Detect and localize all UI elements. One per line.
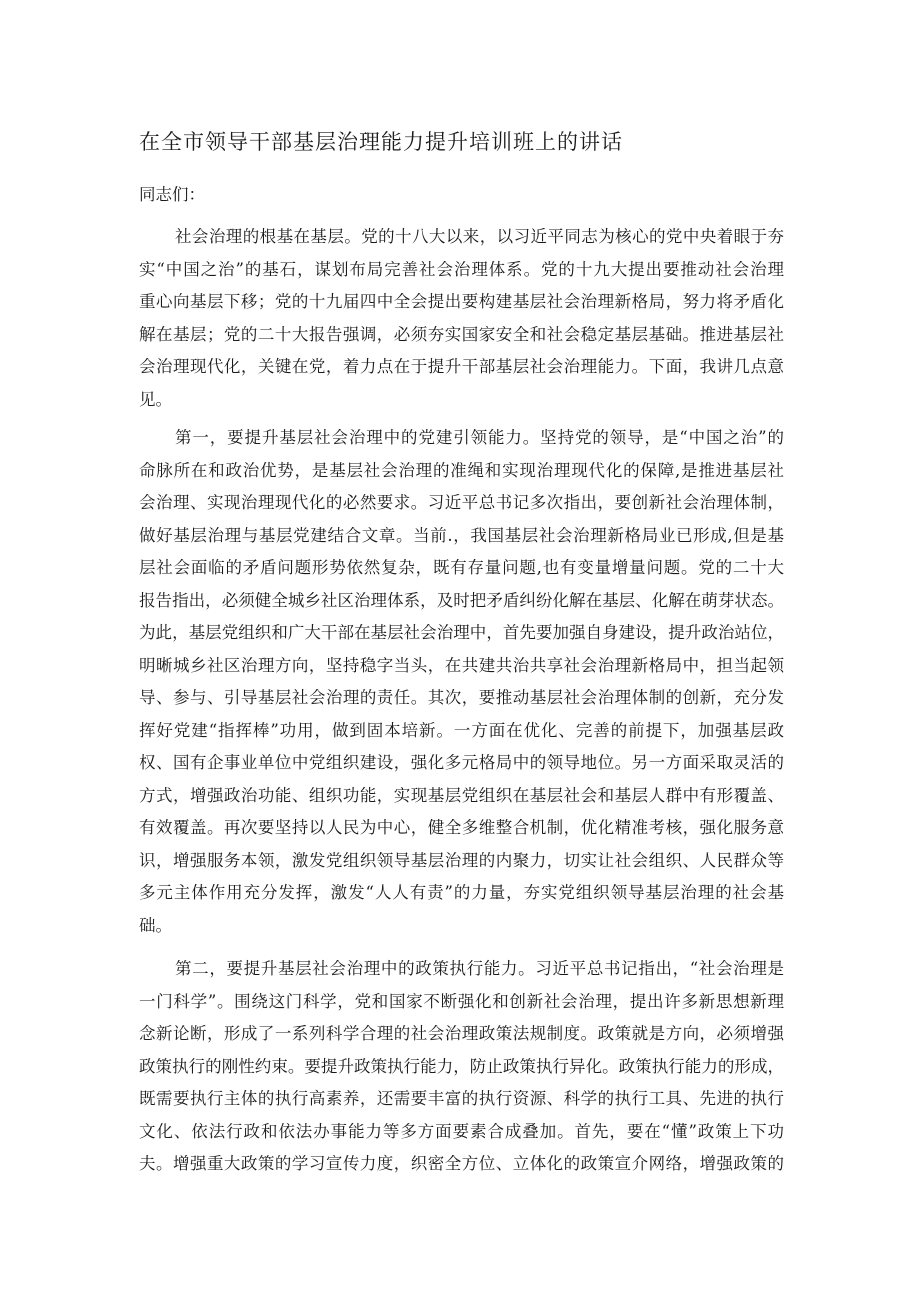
paragraph-line: 会治理现代化，关键在党，着力点在于提升干部基层社会治理能力。下面，我讲几点意 bbox=[139, 357, 784, 376]
paragraph-line: 念新论断，形成了一系列科学合理的社会治理政策法规制度。政策就是方向，必须增强 bbox=[139, 1024, 784, 1043]
paragraph-line: 明晰城乡社区治理方向，坚持稳字当头，在共建共治共享社会治理新格局中，担当起领 bbox=[139, 655, 784, 675]
paragraph-line: 社会治理的根基在基层。党的十八大以来，以习近平同志为核心的党中央着眼于夯 bbox=[175, 227, 784, 246]
paragraph-line: 既需要执行主体的执行高素养，还需要丰富的执行资源、科学的执行工具、先进的执行 bbox=[139, 1089, 784, 1108]
paragraph-line: 解在基层；党的二十大报告强调，必须夯实国家安全和社会稳定基层基础。推进基层社 bbox=[139, 324, 784, 344]
paragraph-line: 做好基层治理与基层党建结合文章。当前.，我国基层社会治理新格局业已形成,但是基 bbox=[139, 525, 784, 545]
paragraph-line: 导、参与、引导基层社会治理的责任。其次，要推动基层社会治理体制的创新，充分发 bbox=[139, 688, 784, 707]
paragraph-line: 础。 bbox=[139, 915, 172, 935]
paragraph-line: 命脉所在和政治优势，是基层社会治理的准绳和实现治理现代化的保障,是推进基层社 bbox=[139, 460, 784, 480]
paragraph-line: 一门科学”。围绕这门科学，党和国家不断强化和创新社会治理，提出许多新思想新理 bbox=[139, 991, 784, 1011]
paragraph-line: 方式，增强政治功能、组织功能，实现基层党组织在基层社会和基层人群中有形覆盖、 bbox=[139, 785, 784, 805]
paragraph-line: 第二，要提升基层社会治理中的政策执行能力。习近平总书记指出，“社会治理是 bbox=[175, 959, 784, 978]
page-title: 在全市领导干部基层治理能力提升培训班上的讲话 bbox=[139, 130, 623, 154]
paragraph-line: 夫。增强重大政策的学习宣传力度，织密全方位、立体化的政策宣介网络，增强政策的 bbox=[139, 1154, 784, 1173]
paragraph-line: 文化、依法行政和依法办事能力等多方面要素合成叠加。首先，要在“懂”政策上下功 bbox=[139, 1121, 784, 1141]
paragraph-line: 识，增强服务本领，激发党组织领导基层治理的内聚力，切实让社会组织、人民群众等 bbox=[139, 850, 784, 870]
paragraph-intro bbox=[139, 221, 784, 416]
paragraph-line: 会治理、实现治理现代化的必然要求。习近平总书记多次指出，要创新社会治理体制， bbox=[139, 493, 784, 512]
paragraph-line: 权、国有企事业单位中党组织建设，强化多元格局中的领导地位。另一方面采取灵活的 bbox=[139, 753, 784, 772]
paragraph-second-point bbox=[139, 953, 784, 1181]
paragraph-line: 实“中国之治”的基石，谋划布局完善社会治理体系。党的十九大提出要推动社会治理 bbox=[139, 259, 784, 279]
paragraph-line: 挥好党建“指挥棒”功用，做到固本培新。一方面在优化、完善的前提下，加强基层政 bbox=[139, 720, 784, 740]
paragraph-line: 有效覆盖。再次要坚持以人民为中心，健全多维整合机制，优化精准考核，强化服务意 bbox=[139, 818, 784, 837]
paragraph-line: 政策执行的刚性约束。要提升政策执行能力，防止政策执行异化。政策执行能力的形成， bbox=[139, 1056, 784, 1076]
paragraph-line: 第一，要提升基层社会治理中的党建引领能力。坚持党的领导，是“中国之治”的 bbox=[175, 428, 784, 447]
paragraph-first-point bbox=[139, 422, 784, 942]
paragraph-line: 层社会面临的矛盾问题形势依然复杂，既有存量问题,也有变量增量问题。党的二十大 bbox=[139, 558, 784, 577]
salutation: 同志们： bbox=[139, 185, 205, 204]
paragraph-line: 重心向基层下移；党的十九届四中全会提出要构建基层社会治理新格局，努力将矛盾化 bbox=[139, 292, 784, 311]
paragraph-line: 见。 bbox=[139, 389, 172, 409]
paragraph-line: 多元主体作用充分发挥，激发“人人有责”的力量，夯实党组织领导基层治理的社会基 bbox=[139, 883, 784, 902]
paragraph-line: 报告指出，必须健全城乡社区治理体系，及时把矛盾纠纷化解在基层、化解在萌芽状态。 bbox=[139, 590, 784, 610]
paragraph-line: 为此，基层党组织和广大干部在基层社会治理中，首先要加强自身建设，提升政治站位， bbox=[139, 623, 784, 642]
